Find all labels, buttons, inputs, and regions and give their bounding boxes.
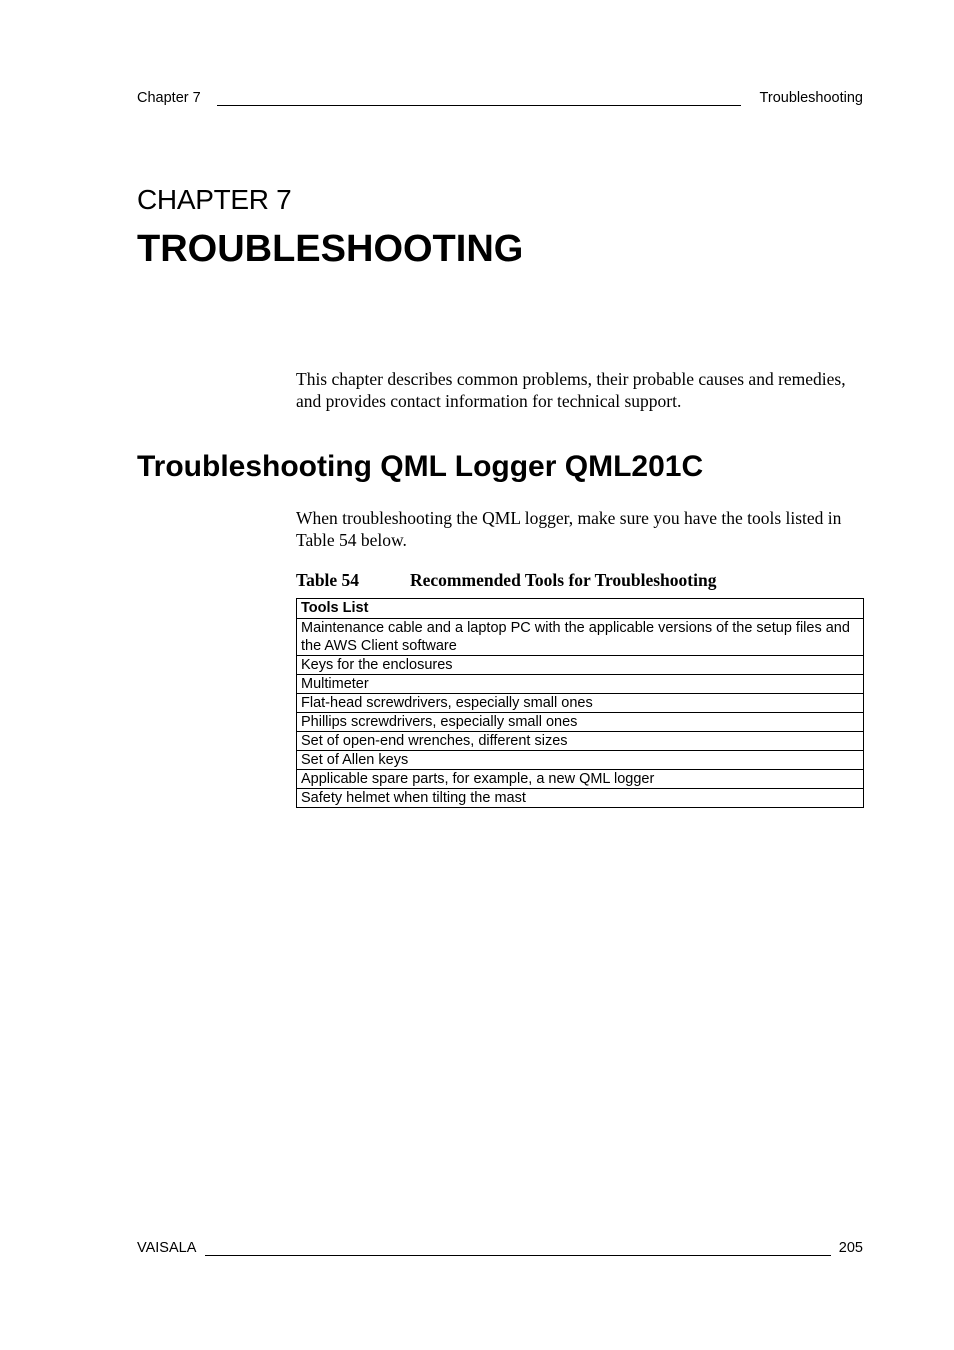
intro-paragraph: This chapter describes common problems, their probable causes and remedies, and provides contact information for technical support. (296, 369, 846, 411)
table-row (297, 656, 864, 675)
table-row (297, 789, 864, 808)
chapter-label: CHAPTER 7 (137, 184, 292, 215)
footer-company: VAISALA (137, 1240, 197, 1256)
table-cell: Maintenance cable and a laptop PC with the applicable versions of the setup files and the AWS Client software (297, 619, 864, 656)
table-cell: Flat-head screwdrivers, especially small ones (297, 694, 864, 713)
header-rule (217, 105, 741, 106)
header-chapter: Chapter 7 (137, 90, 201, 106)
header-section: Troubleshooting (759, 90, 863, 106)
table-row (297, 732, 864, 751)
section-paragraph: When troubleshooting the QML logger, make sure you have the tools listed in Table 54 below. (296, 508, 842, 550)
table-row (297, 751, 864, 770)
table-caption-number: Table 54 (296, 570, 360, 590)
table-row (297, 675, 864, 694)
page-footer (137, 1240, 863, 1260)
table-row (297, 694, 864, 713)
table-caption-title: Recommended Tools for Troubleshooting (410, 570, 717, 590)
footer-rule (205, 1255, 831, 1256)
table-header-row (297, 599, 864, 619)
page-header (137, 90, 863, 110)
section-title: Troubleshooting QML Logger QML201C (137, 450, 704, 483)
table-row (297, 770, 864, 789)
table-cell: Phillips screwdrivers, especially small ones (297, 713, 864, 732)
table-cell: Keys for the enclosures (297, 656, 864, 675)
table-row (297, 713, 864, 732)
tools-table (296, 598, 864, 808)
chapter-title: TROUBLESHOOTING (137, 228, 524, 270)
table-cell: Safety helmet when tilting the mast (297, 789, 864, 808)
table-cell: Applicable spare parts, for example, a new QML logger (297, 770, 864, 789)
table-caption (296, 570, 716, 591)
table-cell: Multimeter (297, 675, 864, 694)
table-header-cell: Tools List (297, 599, 864, 619)
page-number: 205 (838, 1240, 863, 1256)
table-row (297, 619, 864, 656)
table-cell: Set of open-end wrenches, different sizes (297, 732, 864, 751)
table-cell: Set of Allen keys (297, 751, 864, 770)
